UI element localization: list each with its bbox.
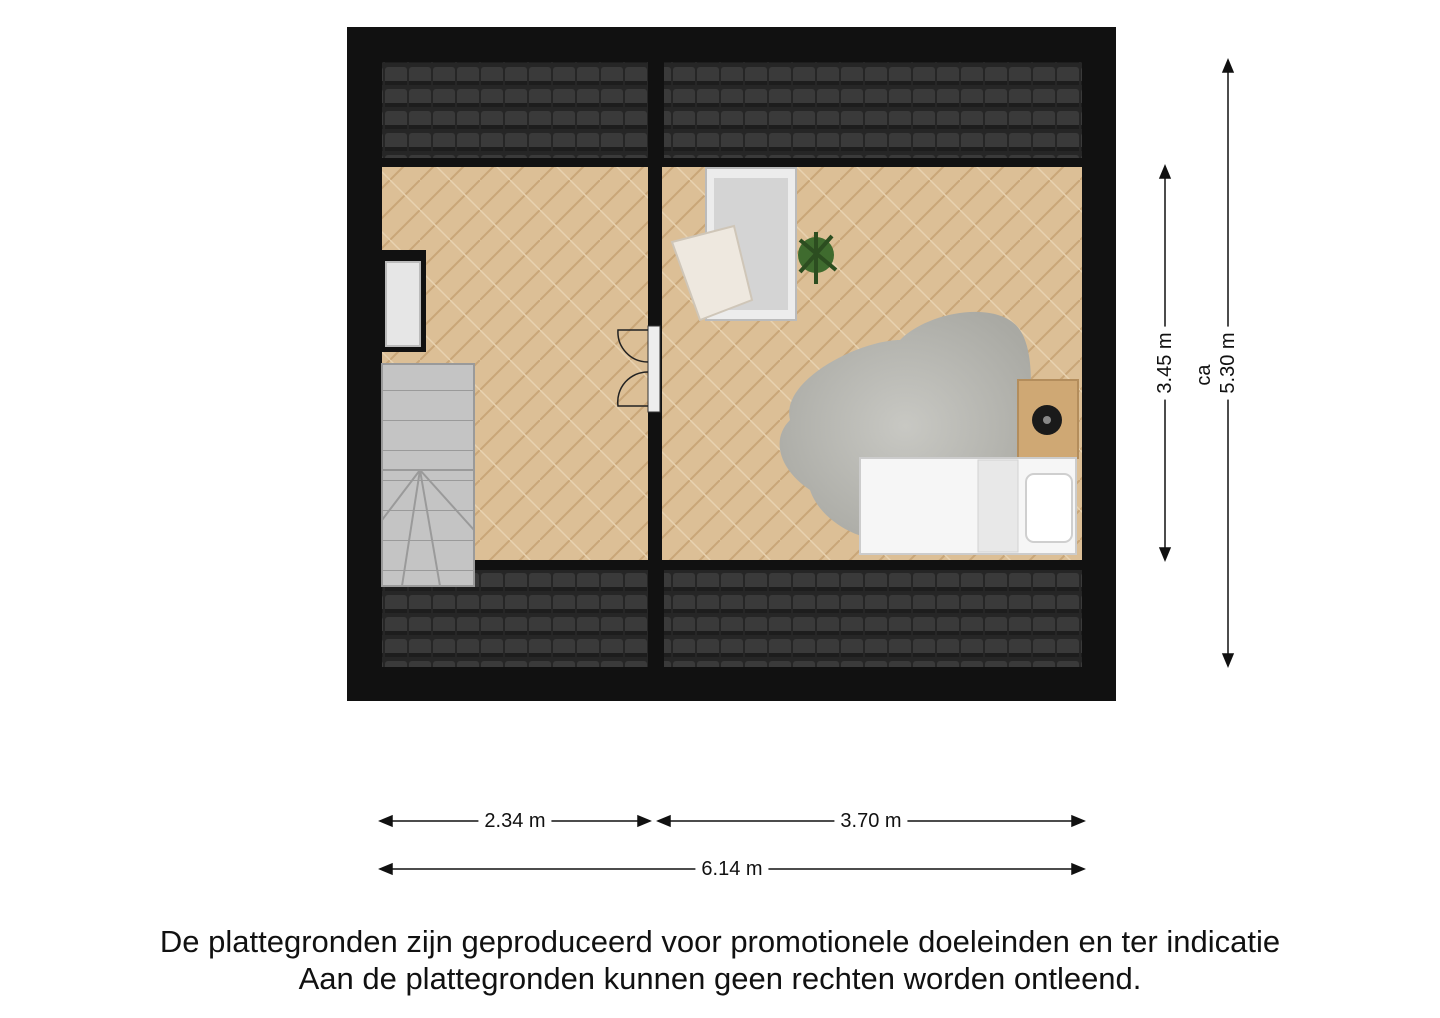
- staircase: [382, 364, 474, 586]
- dimension-label-left-width: 2.34 m: [478, 810, 551, 832]
- dimension-label-room-depth: 3.45 m: [1154, 326, 1176, 399]
- dimension-label-total-depth: 5.30 m: [1217, 326, 1239, 399]
- bed: [860, 458, 1076, 554]
- disclaimer-line-2: Aan de plattegronden kunnen geen rechten worden ontleend.: [298, 961, 1142, 996]
- dimension-label-right-width: 3.70 m: [834, 810, 907, 832]
- roof-tiles-top-left: [382, 62, 648, 158]
- dimension-label-ca: ca: [1193, 364, 1215, 386]
- nightstand: [1018, 380, 1078, 458]
- roof-tiles-bottom-right: [664, 570, 1082, 667]
- dimension-label-total-width: 6.14 m: [695, 858, 768, 880]
- disclaimer-line-1: De plattegronden zijn geproduceerd voor promotionele doeleinden en ter indicatie: [159, 924, 1281, 959]
- roof-tiles-top-right: [664, 62, 1082, 158]
